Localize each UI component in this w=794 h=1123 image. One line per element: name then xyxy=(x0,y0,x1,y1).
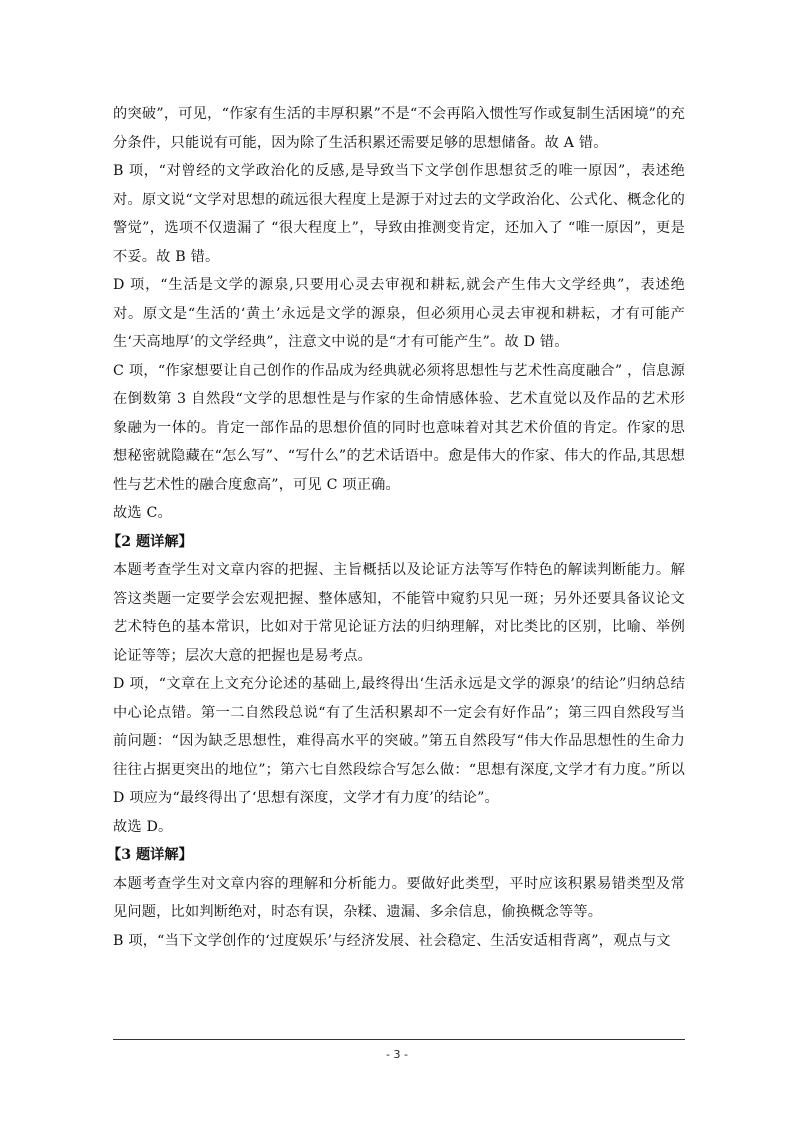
section-heading: 【2 题详解】 xyxy=(107,533,193,550)
page-number: - 3 - xyxy=(386,1048,408,1061)
paragraph: 故选 C。 xyxy=(113,505,172,521)
section-heading: 【3 题详解】 xyxy=(107,847,193,863)
paragraph: C 项，“作家想要让自己创作的作品成为经典就必须将思想性与艺术性高度融合” ，信息源在倒数第 3 自然段“文学的思想性是与作家的生命情感体验、艺术直觉以及作品的艺术形象融为一体的。肯定一部作品的思想价值的同时也意味着对其艺术价值的肯定。作家的思想秘密就隐藏在“怎么写”、“写什么”的艺术话语中。愈是伟大的作家、伟大的作品,其思想性与艺术性的融合度愈高”，可见 C 项正确。 xyxy=(113,362,685,493)
page-content xyxy=(107,100,685,955)
paragraph: 故选 D。 xyxy=(113,818,173,835)
footer-divider xyxy=(113,1039,685,1040)
paragraph: 本题考查学生对文章内容的理解和分析能力。要做好此类型，平时应该积累易错类型及常见问题，比如判断绝对，时态有误，杂糅、遗漏、多余信息，偷换概念等等。 xyxy=(113,875,685,920)
paragraph: D 项，“文章在上文充分论述的基础上,最终得出‘生活永远是文学的源泉’的结论”归纳总结中心论点错。第一二自然段总说“有了生活积累却不一定会有好作品”；第三四自然段写当前问题：“因为缺乏思想性，难得高水平的突破。”第五自然段写“伟大作品思想性的生命力往往占据更突出的地位”；第六七自然段综合写怎么做：“思想有深度,文学才有力度。”所以 D 项应为“最终得出了‘思想有深度，文学才有力度’的结论”。 xyxy=(113,676,685,806)
paragraph: B 项，“当下文学创作的‘过度娱乐’与经济发展、社会稳定、生活安适相背离”，观点与文 xyxy=(113,932,671,949)
paragraph: 本题考查学生对文章内容的把握、主旨概括以及论证方法等写作特色的解读判断能力。解答这类题一定要学会宏观把握、整体感知，不能管中窥豹只见一斑；另外还要具备议论文艺术特色的基本常识，比如对于常见论证方法的归纳理解，对比类比的区别，比喻、举例论证等等；层次大意的把握也是易考点。 xyxy=(113,562,685,664)
paragraph: D 项，“生活是文学的源泉,只要用心灵去审视和耕耘,就会产生伟大文学经典”，表述绝对。原文是“生活的‘黄土’永远是文学的源泉，但必须用心灵去审视和耕耘，才有可能产生‘天高地厚’的文学经典”，注意文中说的是“才有可能产生”。故 D 错。 xyxy=(113,277,685,350)
paragraph: B 项，“对曾经的文学政治化的反感,是导致当下文学创作思想贫乏的唯一原因”，表述绝对。原文说“文学对思想的疏远很大程度上是源于对过去的文学政治化、公式化、概念化的警觉”，选项不仅遗漏了 “很大程度上”，导致由推测变肯定，还加入了 “唯一原因”，更是不妥。故 B 错。 xyxy=(113,163,685,265)
paragraph: 的突破”，可见，“作家有生活的丰厚积累”不是“不会再陷入惯性写作或复制生活困境”的充分条件，只能说有可能，因为除了生活积累还需要足够的思想储备。故 A 错。 xyxy=(113,106,685,151)
